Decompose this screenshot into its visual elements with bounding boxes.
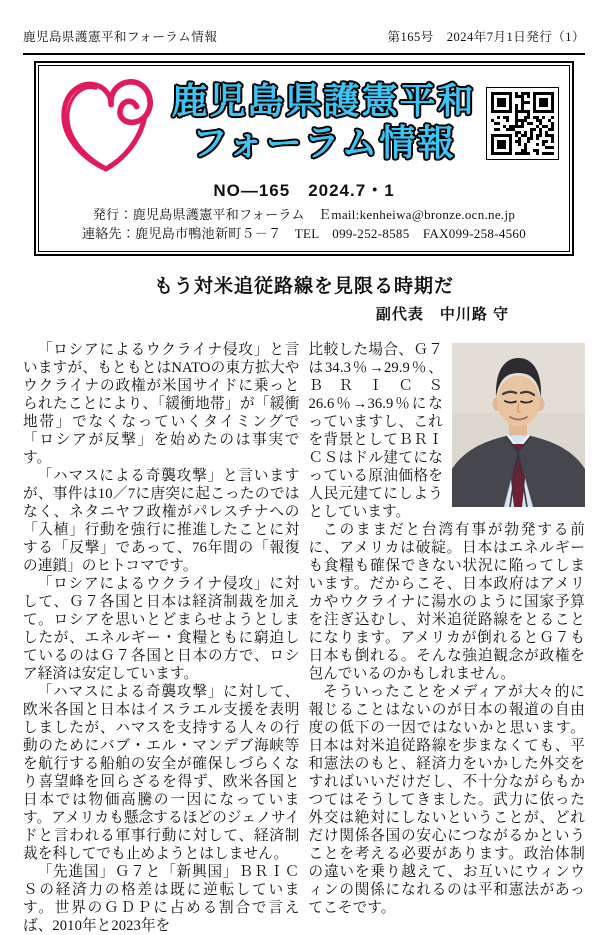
paragraph: 「ハマスによる奇襲攻撃」に対して、欧米各国と日本はイスラエル支援を表明しましたが、ハマスを支持する人々の行動のためにバブ・エル・マンデブ海峡等を航行する船舶の安全が確保しづらくなり喜望峰を回らざるを得ず、欧米各国と日本では物価高騰の一因になっています。アメリカも懸念するほどのジェノサイドと言われる軍事行動に対して、経済制裁を科してでも止めようとはしません。 [23, 683, 300, 862]
masthead-box-inner [38, 65, 570, 252]
left-column [23, 341, 300, 935]
paragraph: このままだと台湾有事が勃発する前に、アメリカは破綻。日本はエネルギーも食糧も確保できない状況に陥ってしまいます。だからこそ、日本政府はアメリカやウクライナに湯水のように国家予算を注ぎ込むし、対米追従路線をとることになります。アメリカが倒れるとＧ７も日本も倒れる。そんな強迫観念が政権を包んでいるのかもしれません。 [308, 521, 585, 682]
paragraph: 「ロシアによるウクライナ侵攻」と言いますが、もともとはNATOの東方拡大やウクライナの政権が米国サイドに乗っとられたことにより、「緩衝地帯」が「緩衝地帯」でなくなっていくタイミングで「ロシアが反撃」を始めたのは事実です。 [23, 341, 300, 466]
masthead-box [34, 61, 574, 256]
contact-line: 連絡先：鹿児島市鴨池新町５－７ TEL 099-252-8585 FAX099-258-4560 [81, 225, 527, 241]
article-body [23, 341, 585, 935]
paragraph: 比較した場合、Ｇ７は34.3％→29.9％、ＢＲＩＣＳ26.6％→36.9％になっていますし、これを背景としてＢＲＩＣＳはドル建てになっている原油価格を人民元建てにしようとしています。 [308, 341, 443, 520]
masthead-title [161, 80, 486, 164]
issue-number: NO—165 2024.7・1 [213, 181, 395, 200]
masthead-title-line1: 鹿児島県護憲平和 [171, 80, 476, 122]
header-divider [23, 53, 585, 55]
publisher-info [47, 206, 561, 244]
article-title: もう対米追従路線を見限る時期だ [153, 275, 454, 297]
paragraph: 「先進国」Ｇ７と「新興国」ＢＲＩＣＳの経済力の格差は既に逆転しています。世界のＧＤＰに占める割合で言えば、2010年と2023年を [23, 863, 300, 934]
running-header-title: 鹿児島県護憲平和フォーラム情報 [23, 30, 218, 44]
right-column [309, 341, 586, 935]
qr-code [486, 87, 559, 160]
publisher-line: 発行：鹿児島県護憲平和フォーラム Ｅmail:kenheiwa@bronze.ocn.ne.jp [92, 207, 516, 222]
heart-logo-icon [53, 72, 159, 174]
portrait-photo [452, 343, 585, 507]
article-byline: 副代表 中川路 守 [375, 305, 509, 323]
paragraph: そういったことをメディアが大々的に報じることはないのが日本の報道の自由度の低下の一因ではないかと思います。日本は対米追従路線を歩まなくても、平和憲法のもと、経済力をいかした外交をすればいいだけだし、不十分ながらもかつてはそうしてきました。武力に依った外交は絶対にしないということが、どれだけ関係各国の安心につながるかということを考える必要があります。政治体制の違いを乗り越えて、お互いにウィンウィンの関係になれるのは平和憲法があってこそです。 [308, 683, 585, 916]
paragraph: 「ハマスによる奇襲攻撃」と言いますが、事件は10／7に唐突に起こったのではなく、ネタニヤフ政権がパレスチナへの「入植」行動を強行に推進したことに対する「反撃」であって、76年間の「報復の連鎖」のヒトコマです。 [23, 467, 300, 574]
masthead-title-line2: フォーラム情報 [191, 122, 456, 163]
paragraph: 「ロシアによるウクライナ侵攻」に対して、Ｇ７各国と日本は経済制裁を加えて。ロシアを思いとどまらせようとしましたが、エネルギー・食糧ともに窮迫しているのはＧ７各国と日本の方で、ロシア経済は安定しています。 [23, 575, 300, 682]
running-header [23, 0, 585, 45]
running-header-issue-date: 第165号 2024年7月1日発行（1） [387, 30, 585, 44]
